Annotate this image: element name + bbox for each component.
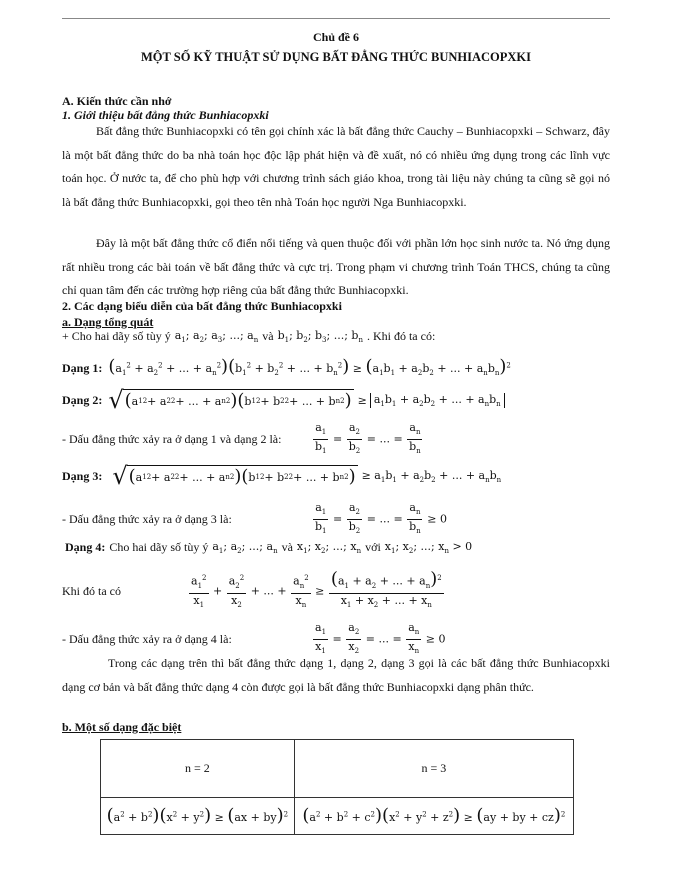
- section-a-heading: A. Kiến thức cần nhớ: [62, 94, 172, 108]
- equality-1-2-text: - Dấu đẳng thức xảy ra ở dạng 1 và dạng 2 là:: [62, 432, 282, 447]
- form-4-and: và: [281, 540, 293, 555]
- topic-heading: Chủ đề 6: [312, 30, 359, 44]
- section-1-heading: 1. Giới thiệu bất đẳng thức Bunhiacopxki: [62, 108, 269, 122]
- given-text: + Cho hai dãy số tùy ý: [62, 329, 171, 344]
- form-3: Dạng 3: √ ( a 1 2 + a 2 2 + ... + a n 2 ) ( b 1 2 + b 2 2 + ... + b n 2 ) ≥ $a_1b_1 + a_2b_2$ + ... + $a_nb_n$: [62, 462, 502, 490]
- equality-1-2: - Dấu đẳng thức xảy ra ở dạng 1 và dạng 2 là: $\frac{a_1}{b_1}$ = $\frac{a_2}{b_2}$ = ... = $\frac{a_n}{b_n}$: [62, 421, 421, 456]
- paragraph-forms: Trong các dạng trên thì bất đẳng thức dạng 1, dạng 2, dạng 3 gọi là các bất đẳng thức Bunhiacopxki dạng cơ bản và bất đẳng thức dạng 4 còn được gọi là bất đẳng thức Bunhiacopxki dạng phân thức.: [62, 656, 610, 694]
- section-2-heading: 2. Các dạng biểu diễn của bất đẳng thức Bunhiacopxki: [62, 299, 342, 313]
- form-3-label: Dạng 3:: [62, 469, 103, 483]
- section-a-general-heading: a. Dạng tổng quát: [62, 315, 154, 329]
- form-4-text: Cho hai dãy số tùy ý: [109, 540, 209, 555]
- page-title: MỘT SỐ KỸ THUẬT SỬ DỤNG BẤT ĐẲNG THỨC BUNHIACOPXKI: [141, 50, 531, 64]
- table-formula-n3: $(a^2 + b^2 + c^2)(x^2 + y^2 + z^2) \ge (ay$ + by + cz)$^2$: [294, 798, 573, 835]
- table-header-n2: n = 2: [101, 740, 295, 798]
- equality-3-text: - Dấu đẳng thức xảy ra ở dạng 3 là:: [62, 512, 232, 527]
- given-end: . Khi đó ta có:: [366, 329, 436, 344]
- table-header-n3: n = 3: [294, 740, 573, 798]
- form-4-label: Dạng 4:: [65, 540, 106, 555]
- then-text: Khi đó ta có: [62, 584, 121, 599]
- form-3-formula: √ ( a 1 2 + a 2 2 + ... + a n 2 ) ( b 1 2 + b 2 2 + ... + b n 2 ): [112, 462, 356, 490]
- paragraph-classic: Đây là một bất đẳng thức cổ điển nổi tiếng và quen thuộc đối với phần lớn học sinh nước ta. Nó ứng dụng rất nhiều trong các bài toán về bất đẳng thức và cực trị. Trong phạm vi chương trình Toán THCS, chúng ta cũng chỉ quan tâm đến các trường hợp riêng của bất đẳng thức Bunhiacopxki.: [62, 236, 610, 297]
- equality-4-text: - Dấu đẳng thức xảy ra ở dạng 4 là:: [62, 632, 232, 647]
- form-4-inequality: Khi đó ta có $\frac{a_1^2}{x_1}$ + $\frac{a_2^2}{x_2}$ + ... + $\frac{a_n^2}{x_n}$ ≥ $\frac{(a_1 + a_2 + ... + a_n)^2}{x_1 + x_2 + ... + x_n}$: [62, 568, 442, 610]
- top-rule: [62, 18, 610, 19]
- equality-4: - Dấu đẳng thức xảy ra ở dạng 4 là: $\frac{a_1}{x_1}$ = $\frac{a_2}{x_2}$ = ... = $\frac{a_n}{x_n}$ ≥ 0: [62, 621, 446, 656]
- special-forms-table: [100, 739, 574, 835]
- section-b-heading: b. Một số dạng đặc biệt: [62, 720, 182, 734]
- form-1: [62, 356, 610, 378]
- form-2-formula: √ ( a 1 2 + a 2 2 + ... + a n 2 ) ( b 1 2 + b 2 2 + ... + b n 2 ): [108, 386, 352, 414]
- given-and: và: [262, 329, 274, 344]
- form-1-formula: ($a_1^2 + a_2^2$ + ... + $a_n^2)(b_1^2 + b_2^2$ + ... + $b_n^2) \ge (a_1b_1 + a_2b_2$ + ... + $a_nb_n)^2$: [108, 356, 511, 378]
- table-formula-n2: $(a^2 + b^2)(x^2 + y^2) \ge (ax + by)^2$: [101, 798, 295, 835]
- given-sequences-line: + Cho hai dãy số tùy ý $a_1$; $a_2$; $a_3$; ...; $a_n$ và $b_1$; $b_2$; $b_3$; ...; $b_n$ . Khi đó ta có:: [62, 329, 436, 345]
- form-4: Dạng 4: Cho hai dãy số tùy ý $a_1$; $a_2$; ...; $a_n$ và $x_1$; $x_2$; ...; $x_n$ với $x_1$; $x_2$; ...; $x_n > 0$: [65, 540, 473, 556]
- form-2-label: Dạng 2:: [62, 393, 103, 407]
- paragraph-intro: Bất đẳng thức Bunhiacopxki có tên gọi chính xác là bất đẳng thức Cauchy – Bunhiacopxki – Schwarz, đây là một bất đẳng thức do ba nhà toán học độc lập phát hiện và đề xuất, nó có nhiều ứng dụng trong các lĩnh vực toán học. Ở nước ta, để cho phù hợp với chương trình sách giáo khoa, trong tài liệu này chúng ta cũng sẽ gọi nó là bất đẳng thức Bunhiacopxki, gọi theo tên nhà Toán học người Nga Bunhiacopxki.: [62, 124, 610, 209]
- equality-3: - Dấu đẳng thức xảy ra ở dạng 3 là: $\frac{a_1}{b_1}$ = $\frac{a_2}{b_2}$ = ... = $\frac{a_n}{b_n}$ ≥ 0: [62, 501, 447, 536]
- form-1-label: Dạng 1:: [62, 360, 103, 375]
- form-2: Dạng 2: √ ( a 1 2 + a 2 2 + ... + a n 2 ) ( b 1 2 + b 2 2 + ... + b n 2 ) ≥ $a_1b_1 + a_2b_2$ + ... + $a_nb_n$: [62, 389, 610, 412]
- form-4-with: với: [365, 540, 381, 555]
